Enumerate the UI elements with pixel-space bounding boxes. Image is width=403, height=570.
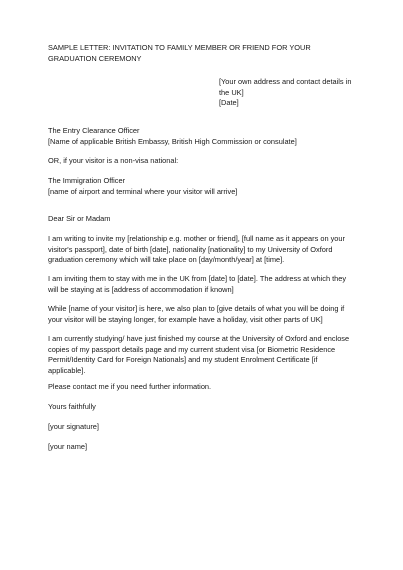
sender-address-line-2: the UK]	[219, 87, 244, 97]
paragraph-4-line-3: Permit/Identity Card for Foreign Nationals] and my student Enrolment Certificate [if	[48, 355, 318, 364]
paragraph-2-line-1: I am inviting them to stay with me in the UK from [date] to [date]. The address at which they	[48, 274, 347, 283]
recipient-2-detail: [name of airport and terminal where your visitor will arrive]	[48, 186, 238, 196]
letter-heading	[48, 43, 311, 64]
recipient-1-title: The Entry Clearance Officer	[48, 126, 140, 135]
paragraph-studies	[48, 334, 349, 376]
paragraph-4-line-1: I am currently studying/ have just finished my course at the University of Oxford and enclose	[48, 334, 350, 343]
paragraph-4-line-2: copies of my passport details page and my current student visa [or Biometric Residence	[48, 344, 336, 354]
paragraph-invitation	[48, 234, 345, 266]
paragraph-2-line-2: will be staying at is [address of accommodation if known]	[48, 284, 234, 294]
salutation: Dear Sir or Madam	[48, 214, 111, 223]
paragraph-3-line-1: While [name of your visitor] is here, we also plan to [give details of what you will be doing if	[48, 304, 345, 313]
paragraph-1-line-2: visitor's passport], date of birth [date], nationality [nationality] to my University of Oxford	[48, 244, 333, 254]
paragraph-1-line-1: I am writing to invite my [relationship e.g. mother or friend], [full name as it appears on your	[48, 234, 345, 243]
recipient-entry-clearance	[48, 126, 297, 147]
paragraph-4-line-4: applicable].	[48, 365, 86, 375]
sender-address-line-1: [Your own address and contact details in	[219, 77, 352, 86]
sender-date: [Date]	[219, 98, 239, 107]
recipient-2-title: The Immigration Officer	[48, 176, 126, 185]
paragraph-stay	[48, 274, 346, 295]
paragraph-contact: Please contact me if you need further information.	[48, 382, 212, 391]
closing: Yours faithfully	[48, 402, 96, 411]
recipient-immigration	[48, 176, 237, 197]
recipient-1-detail: [Name of applicable British Embassy, British High Commission or consulate]	[48, 136, 297, 146]
sender-address	[219, 77, 351, 109]
paragraph-1-line-3: graduation ceremony which will take place on [day/month/year] at [time].	[48, 255, 285, 264]
signature-placeholder: [your signature]	[48, 422, 99, 431]
name-placeholder: [your name]	[48, 442, 88, 451]
paragraph-3-line-2: your visitor will be staying longer, for example have a holiday, visit other parts of UK]	[48, 314, 323, 324]
paragraph-plans	[48, 304, 344, 325]
heading-line-2: GRADUATION CEREMONY	[48, 53, 142, 63]
or-line: OR, if your visitor is a non-visa national:	[48, 156, 179, 165]
heading-line-1: SAMPLE LETTER: INVITATION TO FAMILY MEMBER OR FRIEND FOR YOUR	[48, 43, 311, 52]
